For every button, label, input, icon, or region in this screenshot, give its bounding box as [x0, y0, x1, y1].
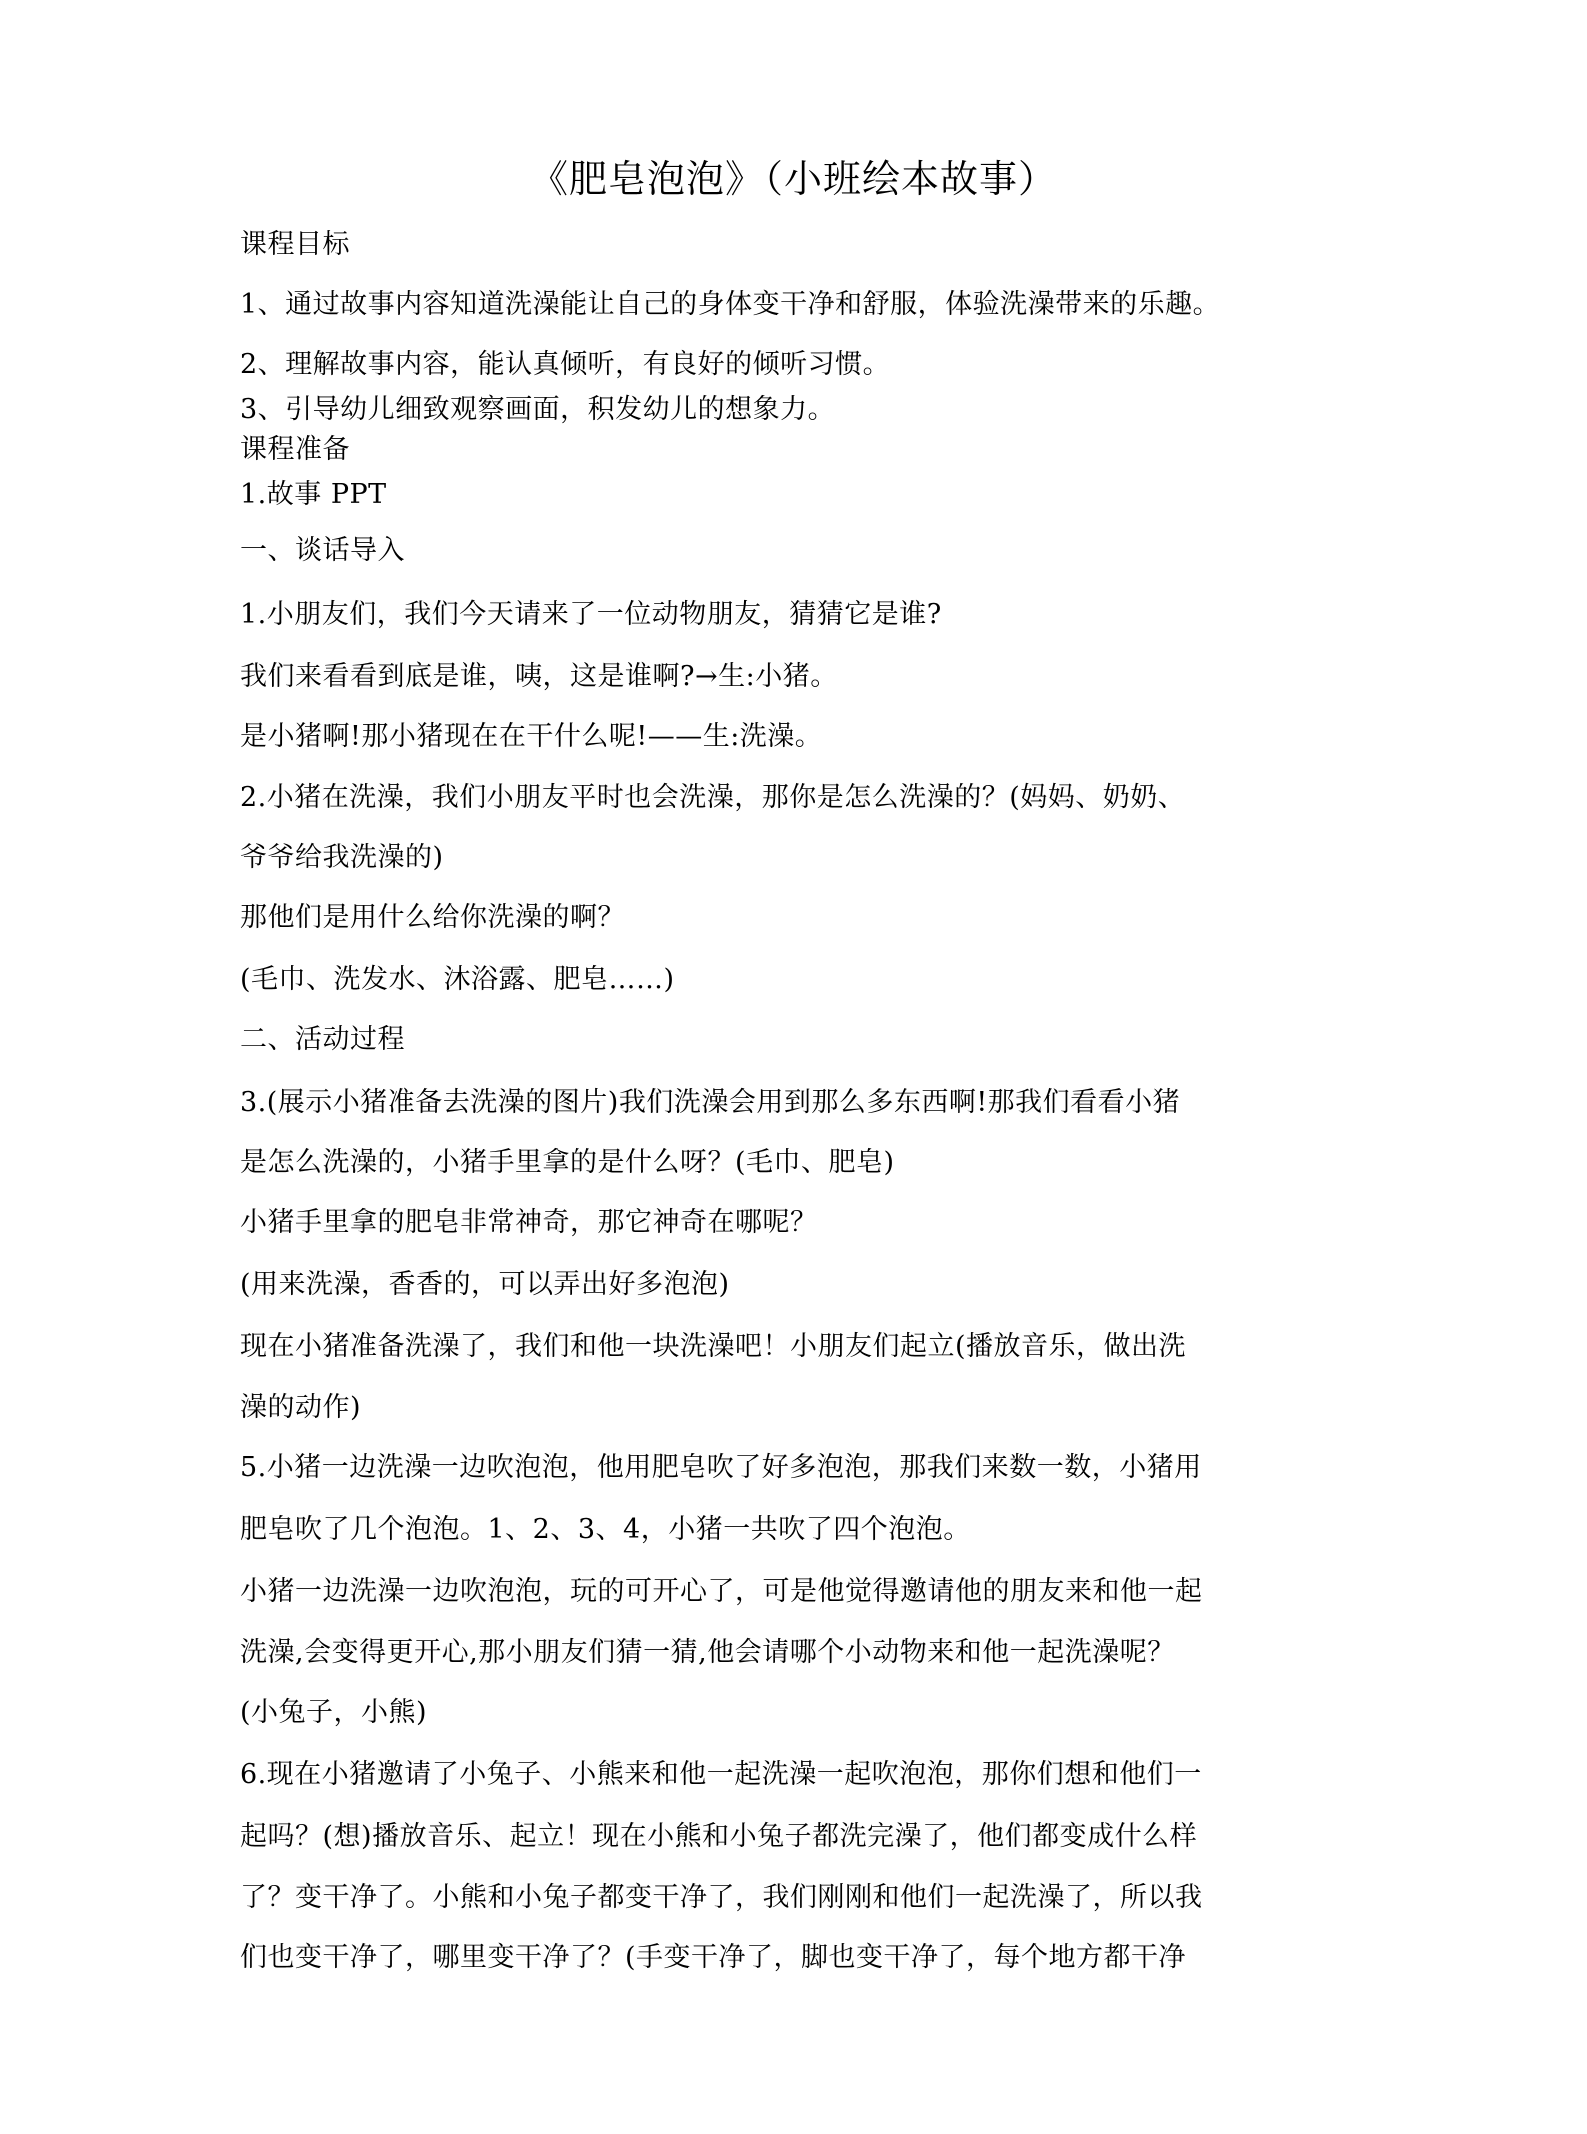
- paragraph-line: 2.小猪在洗澡，我们小朋友平时也会洗澡，那你是怎么洗澡的？(妈妈、奶奶、: [240, 782, 1186, 813]
- paragraph-line: (毛巾、洗发水、沐浴露、肥皂……): [240, 964, 675, 995]
- paragraph-line: 是怎么洗澡的，小猪手里拿的是什么呀？(毛巾、肥皂): [240, 1147, 895, 1178]
- paragraph-line: 爷爷给我洗澡的): [240, 842, 444, 873]
- paragraph-line: 2、理解故事内容，能认真倾听，有良好的倾听习惯。: [240, 349, 891, 380]
- section-heading: 二、活动过程: [240, 1024, 405, 1055]
- paragraph-line: (用来洗澡，香香的，可以弄出好多泡泡): [240, 1269, 730, 1300]
- paragraph-line: 起吗？(想)播放音乐、起立！现在小熊和小兔子都洗完澡了，他们都变成什么样: [240, 1821, 1198, 1852]
- paragraph-line: 小猪手里拿的肥皂非常神奇，那它神奇在哪呢？: [240, 1207, 818, 1238]
- paragraph-line: 1.故事 PPT: [240, 479, 387, 510]
- paragraph-line: 洗澡,会变得更开心,那小朋友们猜一猜,他会请哪个小动物来和他一起洗澡呢？: [240, 1637, 1175, 1668]
- paragraph-line: 6.现在小猪邀请了小兔子、小熊来和他一起洗澡一起吹泡泡，那你们想和他们一: [240, 1759, 1202, 1790]
- paragraph-line: 3、引导幼儿细致观察画面，积发幼儿的想象力。: [240, 394, 836, 425]
- paragraph-line: 是小猪啊!那小猪现在在干什么呢!——生:洗澡。: [240, 721, 823, 752]
- paragraph-line: 1、通过故事内容知道洗澡能让自己的身体变干净和舒服，体验洗澡带来的乐趣。: [240, 289, 1221, 320]
- paragraph-line: 澡的动作): [240, 1392, 362, 1423]
- paragraph-line: 5.小猪一边洗澡一边吹泡泡，他用肥皂吹了好多泡泡，那我们来数一数，小猪用: [240, 1452, 1202, 1483]
- paragraph-line: 现在小猪准备洗澡了，我们和他一块洗澡吧！小朋友们起立(播放音乐，做出洗: [240, 1331, 1187, 1362]
- paragraph-line: (小兔子，小熊): [240, 1697, 428, 1728]
- paragraph-line: 1.小朋友们，我们今天请来了一位动物朋友，猜猜它是谁?: [240, 599, 942, 630]
- section-heading: 课程准备: [240, 434, 350, 465]
- paragraph-line: 3.(展示小猪准备去洗澡的图片)我们洗澡会用到那么多东西啊!那我们看看小猪: [240, 1087, 1181, 1118]
- document-title: 《肥皂泡泡》（小班绘本故事）: [529, 157, 1057, 201]
- paragraph-line: 肥皂吹了几个泡泡。1、2、3、4，小猪一共吹了四个泡泡。: [240, 1514, 971, 1545]
- paragraph-line: 那他们是用什么给你洗澡的啊？: [240, 902, 625, 933]
- section-heading: 一、谈话导入: [240, 535, 405, 566]
- section-heading: 课程目标: [240, 229, 350, 260]
- paragraph-line: 我们来看看到底是谁，咦，这是谁啊?→生:小猪。: [240, 661, 838, 692]
- paragraph-line: 们也变干净了，哪里变干净了？(手变干净了，脚也变干净了，每个地方都干净: [240, 1942, 1187, 1973]
- paragraph-line: 小猪一边洗澡一边吹泡泡，玩的可开心了，可是他觉得邀请他的朋友来和他一起: [240, 1576, 1203, 1607]
- paragraph-line: 了？变干净了。小熊和小兔子都变干净了，我们刚刚和他们一起洗澡了，所以我: [240, 1882, 1203, 1913]
